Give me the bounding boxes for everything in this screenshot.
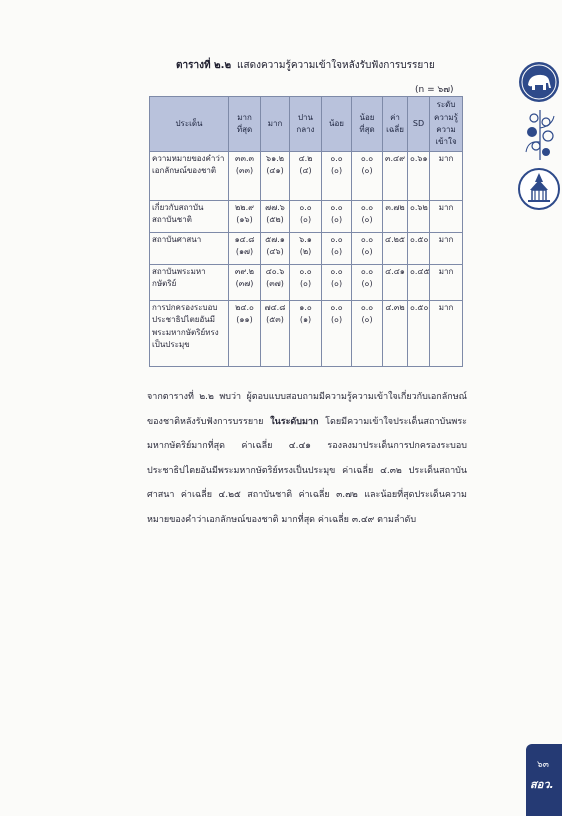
- cell-percent: ๑๔.๘: [234, 235, 255, 244]
- cell-percent-count: [322, 152, 352, 201]
- cell-count: (๔): [299, 166, 312, 176]
- cell-percent-count: [290, 201, 322, 233]
- paragraph-part-1: จากตารางที่ ๒.๒ พบว่า ผู้ตอบแบบสอบถามมีความรู้ความเข้าใจเกี่ยวกับเอกลักษณ์ของชาติหลังรับฟังการบรรยาย: [147, 392, 467, 427]
- sample-size-note: (n = ๖๗): [415, 85, 454, 95]
- cell-count: (๐): [330, 247, 343, 257]
- cell-count: (๕๒): [266, 215, 284, 225]
- cell-level: มาก: [430, 201, 463, 233]
- cell-percent: ๐.๐: [330, 154, 343, 163]
- elephant-emblem-icon: [518, 61, 560, 103]
- cell-count: (๑๖): [236, 215, 253, 225]
- cell-percent-count: [352, 233, 383, 265]
- header-sd: SD: [408, 97, 430, 152]
- cell-percent-count: [290, 265, 322, 301]
- cell-mean: ๔.๒๕: [383, 233, 408, 265]
- cell-percent-count: [352, 301, 383, 367]
- paragraph-part-2: โดยมีความเข้าใจประเด็นสถาบันพระมหากษัตริย์มากที่สุด ค่าเฉลี่ย ๔.๔๑ รองลงมาประเด็นการปกครองระบอบประชาธิปไตยอันมีพระมหากษัตริย์ทรงเป็นประมุข ค่าเฉลี่ย ๔.๓๒ ประเด็นสถาบันศาสนา ค่าเฉลี่ย ๔.๒๕ สถาบันชาติ ค่าเฉลี่ย ๓.๗๒ และน้อยที่สุดประเด็นความหมายของคำว่าเอกลักษณ์ของชาติ มากที่สุด ค่าเฉลี่ย ๓.๔๙ ตามลำดับ: [147, 416, 467, 525]
- cell-percent-count: [229, 201, 261, 233]
- table-caption: [176, 58, 435, 73]
- pavilion-emblem-icon: [518, 168, 560, 210]
- flower-emblem-icon: [522, 108, 558, 164]
- page-tab-text: สอว.: [530, 778, 554, 791]
- header-moderate: ปานกลาง: [290, 97, 322, 152]
- cell-level: มาก: [430, 301, 463, 367]
- cell-percent-count: [229, 233, 261, 265]
- cell-count: (๐): [361, 279, 373, 289]
- cell-mean: ๓.๔๙: [383, 152, 408, 201]
- cell-percent-count: [352, 265, 383, 301]
- cell-issue: สถาบันศาสนา: [150, 233, 229, 265]
- table-row: [150, 201, 463, 233]
- cell-percent: ๐.๐: [360, 267, 374, 276]
- cell-count: (๐): [299, 215, 312, 225]
- cell-count: (๐): [361, 166, 373, 176]
- cell-percent: ๓๙.๒: [234, 267, 255, 276]
- page-number: ๖๓: [537, 760, 549, 770]
- header-least: น้อยที่สุด: [352, 97, 383, 152]
- header-issue: ประเด็น: [150, 97, 229, 152]
- cell-count: (๐): [330, 166, 343, 176]
- cell-count: (๐): [361, 215, 373, 225]
- cell-percent-count: [290, 152, 322, 201]
- header-level: ระดับความรู้ความเข้าใจ: [430, 97, 463, 152]
- knowledge-table: [149, 96, 463, 367]
- header-much: มาก: [261, 97, 290, 152]
- cell-sd: ๐.๖๑: [408, 152, 430, 201]
- header-mean: ค่าเฉลี่ย: [383, 97, 408, 152]
- cell-mean: ๔.๓๒: [383, 301, 408, 367]
- cell-percent-count: [322, 233, 352, 265]
- header-most: มากที่สุด: [229, 97, 261, 152]
- cell-issue: สถาบันพระมหากษัตริย์: [150, 265, 229, 301]
- cell-percent: ๐.๐: [299, 267, 312, 276]
- cell-percent-count: [261, 233, 290, 265]
- cell-count: (๑๑): [236, 315, 253, 325]
- cell-percent: ๔๐.๖: [265, 267, 285, 276]
- table-body: [150, 152, 463, 367]
- cell-percent-count: [229, 152, 261, 201]
- cell-percent: ๐.๐: [330, 303, 343, 312]
- cell-percent: ๗๗.๖: [265, 203, 285, 212]
- table-row: [150, 265, 463, 301]
- cell-percent: ๖.๑: [299, 235, 312, 244]
- cell-percent-count: [261, 265, 290, 301]
- cell-percent: ๐.๐: [360, 235, 374, 244]
- cell-percent-count: [229, 265, 261, 301]
- cell-percent-count: [290, 233, 322, 265]
- cell-percent-count: [261, 201, 290, 233]
- cell-mean: ๓.๗๒: [383, 201, 408, 233]
- cell-percent: ๒๔.๐: [235, 303, 254, 312]
- table-caption-label: ตารางที่ ๒.๒: [176, 60, 232, 71]
- cell-percent-count: [352, 152, 383, 201]
- cell-count: (๒): [299, 247, 312, 257]
- table-row: [150, 233, 463, 265]
- cell-percent: ๑.๐: [299, 303, 312, 312]
- cell-issue: การปกครองระบอบประชาธิปไตยอันมีพระมหากษัตริย์ทรงเป็นประมุข: [150, 301, 229, 367]
- cell-sd: ๐.๖๒: [408, 201, 430, 233]
- table-header-row: [150, 97, 463, 152]
- cell-percent-count: [261, 301, 290, 367]
- cell-percent-count: [229, 301, 261, 367]
- cell-level: มาก: [430, 152, 463, 201]
- header-little: น้อย: [322, 97, 352, 152]
- cell-percent: ๐.๐: [360, 203, 374, 212]
- table-row: [150, 301, 463, 367]
- cell-percent: ๐.๐: [360, 154, 374, 163]
- cell-sd: ๐.๕๐: [408, 233, 430, 265]
- cell-count: (๐): [330, 215, 343, 225]
- cell-count: (๓๓): [235, 166, 254, 176]
- cell-percent: ๕๗.๑: [265, 235, 285, 244]
- cell-percent: ๐.๐: [330, 235, 343, 244]
- cell-mean: ๔.๔๑: [383, 265, 408, 301]
- result-paragraph: [147, 385, 467, 532]
- cell-sd: ๐.๕๐: [408, 301, 430, 367]
- cell-percent: ๖๑.๒: [266, 154, 284, 163]
- cell-percent: ๐.๐: [330, 203, 343, 212]
- cell-percent: ๐.๐: [360, 303, 374, 312]
- cell-sd: ๐.๔๕: [408, 265, 430, 301]
- cell-count: (๑๗): [235, 247, 254, 257]
- cell-count: (๐): [330, 279, 343, 289]
- cell-percent-count: [290, 301, 322, 367]
- cell-count: (๔๑): [266, 166, 284, 176]
- cell-percent: ๓๓.๓: [235, 154, 254, 163]
- cell-count: (๕๓): [266, 315, 284, 325]
- cell-level: มาก: [430, 233, 463, 265]
- cell-percent: ๒๒.๙: [235, 203, 254, 212]
- cell-count: (๔๖): [266, 247, 284, 257]
- cell-count: (๓๗): [266, 279, 284, 289]
- cell-percent-count: [322, 265, 352, 301]
- cell-percent-count: [322, 201, 352, 233]
- cell-percent-count: [352, 201, 383, 233]
- cell-percent-count: [261, 152, 290, 201]
- cell-percent: ๐.๐: [299, 203, 312, 212]
- cell-count: (๐): [361, 247, 373, 257]
- cell-percent: ๗๔.๘: [264, 303, 286, 312]
- cell-count: (๐): [361, 315, 373, 325]
- cell-count: (๐): [299, 279, 312, 289]
- cell-count: (๑): [299, 315, 312, 325]
- cell-issue: เกี่ยวกับสถาบันสถาบันชาติ: [150, 201, 229, 233]
- cell-issue: ความหมายของคำว่าเอกลักษณ์ของชาติ: [150, 152, 229, 201]
- cell-level: มาก: [430, 265, 463, 301]
- cell-percent: ๔.๒: [298, 154, 313, 163]
- paragraph-emphasis: ในระดับมาก: [270, 416, 319, 427]
- table-caption-title: แสดงความรู้ความเข้าใจหลังรับฟังการบรรยาย: [237, 60, 435, 71]
- cell-count: (๓๗): [235, 279, 254, 289]
- cell-percent-count: [322, 301, 352, 367]
- cell-percent: ๐.๐: [330, 267, 343, 276]
- cell-count: (๐): [330, 315, 343, 325]
- table-row: [150, 152, 463, 201]
